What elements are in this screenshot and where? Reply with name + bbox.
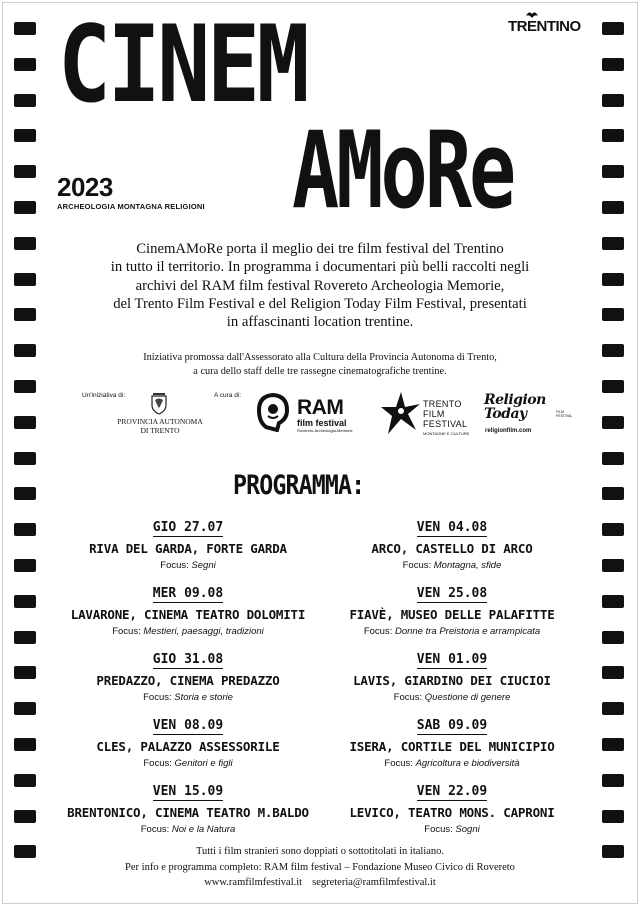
event-date: VEN 25.08 — [416, 586, 488, 601]
footer-line-1: Tutti i film stranieri sono doppiati o sottotitolati in italiano. — [195, 846, 445, 857]
footer — [60, 844, 580, 891]
focus-label: Focus: — [384, 758, 413, 769]
ram-logo-tag: Rovereto-Archeologia-Memorie — [297, 428, 353, 433]
email-link[interactable]: segreteria@ramfilmfestival.it — [312, 877, 436, 888]
film-perforation — [602, 487, 624, 500]
event-item — [318, 714, 586, 769]
focus-topic: Montagna, sfide — [433, 560, 502, 571]
focus-label: Focus: — [363, 626, 393, 637]
film-perforation — [602, 559, 624, 572]
film-perforations-left — [14, 22, 38, 881]
rt-line: Today — [484, 406, 527, 422]
film-perforation — [14, 22, 36, 35]
event-location: LAVIS, GIARDINO DEI CIUCIOI — [353, 673, 551, 688]
website-link[interactable]: www.ramfilmfestival.it — [204, 877, 303, 888]
film-perforation — [14, 810, 36, 823]
film-perforation — [14, 94, 36, 107]
initiative-label: Un'iniziativa di: — [82, 392, 126, 399]
event-focus — [318, 692, 586, 703]
film-perforation — [14, 273, 36, 286]
film-perforation — [14, 452, 36, 465]
focus-topic: Questione di genere — [424, 692, 511, 703]
film-perforation — [602, 810, 624, 823]
film-perforation — [602, 416, 624, 429]
film-perforation — [14, 595, 36, 608]
film-perforation — [602, 201, 624, 214]
event-date: VEN 04.08 — [416, 520, 488, 535]
film-perforation — [602, 237, 624, 250]
intro-line: in affascinanti location trentine. — [226, 314, 414, 331]
tff-line: FESTIVAL — [423, 419, 468, 429]
intro-line: in tutto il territorio. In programma i documentari più belli raccolti negli — [110, 259, 530, 276]
title-line-2: AMoRe — [292, 109, 514, 232]
curated-label: A cura di: — [214, 392, 242, 399]
event-item — [54, 780, 322, 835]
event-item — [318, 780, 586, 835]
film-perforation — [602, 94, 624, 107]
film-perforation — [602, 452, 624, 465]
province-line: DI TRENTO — [140, 425, 180, 435]
event-focus — [318, 560, 586, 571]
event-item — [318, 516, 586, 571]
event-location: BRENTONICO, CINEMA TEATRO M.BALDO — [67, 805, 309, 820]
film-perforation — [14, 666, 36, 679]
event-date: VEN 01.09 — [416, 652, 488, 667]
film-perforation — [14, 487, 36, 500]
film-perforation — [602, 631, 624, 644]
event-item — [318, 582, 586, 637]
event-date: VEN 08.09 — [152, 718, 224, 733]
film-perforation — [14, 523, 36, 536]
film-perforation — [14, 129, 36, 142]
film-perforation — [14, 774, 36, 787]
film-perforation — [14, 201, 36, 214]
event-date: GIO 27.07 — [152, 520, 224, 535]
event-focus — [54, 560, 322, 571]
intro-line: CinemAMoRe porta il meglio dei tre film festival del Trentino — [136, 241, 504, 257]
title-line-1: CINEM — [58, 3, 307, 126]
event-location: FIAVÈ, MUSEO DELLE PALAFITTE — [349, 607, 555, 622]
film-perforation — [602, 58, 624, 71]
religion-today-logo — [484, 393, 546, 421]
rt-small-line: FILM — [556, 410, 564, 414]
focus-label: Focus: — [140, 824, 170, 835]
intro-line: archivi del RAM film festival Rovereto Archeologia Memorie, — [135, 277, 505, 294]
film-perforation — [602, 273, 624, 286]
focus-topic: Donne tra Preistoria e arrampicata — [394, 626, 541, 637]
film-perforation — [602, 702, 624, 715]
province-line: PROVINCIA AUTONOMA — [117, 417, 203, 426]
event-location: CLES, PALAZZO ASSESSORILE — [96, 739, 280, 754]
event-focus — [318, 758, 586, 769]
rt-logo-url: religionfilm.com — [485, 428, 532, 434]
event-item — [54, 714, 322, 769]
focus-topic: Agricoltura e biodiversità — [415, 758, 520, 769]
rt-small-line: FESTIVAL — [556, 414, 573, 418]
event-item — [54, 582, 322, 637]
focus-topic: Genitori e figli — [174, 758, 233, 769]
film-perforations-right — [602, 22, 626, 881]
trentino-eagle-icon — [525, 10, 539, 19]
rt-logo-small — [556, 410, 572, 418]
event-location: ISERA, CORTILE DEL MUNICIPIO — [349, 739, 555, 754]
film-perforation — [14, 237, 36, 250]
event-date: SAB 09.09 — [416, 718, 488, 733]
film-perforation — [14, 738, 36, 751]
ram-logo-sub: film festival — [297, 418, 347, 428]
promo-line: a cura dello staff delle tre rassegne cinematografiche trentine. — [193, 365, 447, 377]
event-date: GIO 31.08 — [152, 652, 224, 667]
film-perforation — [602, 666, 624, 679]
focus-topic: Mestieri, paesaggi, tradizioni — [143, 626, 264, 637]
tff-logo-tag: MONTAGNE E CULTURE — [423, 431, 470, 436]
event-location: LEVICO, TEATRO MONS. CAPRONI — [349, 805, 555, 820]
tff-line: TRENTO — [423, 399, 462, 409]
film-perforation — [14, 308, 36, 321]
tagline: ARCHEOLOGIA MONTAGNA RELIGIONI — [57, 202, 205, 211]
ram-logo-name: RAM — [297, 396, 344, 419]
film-perforation — [14, 631, 36, 644]
focus-label: Focus: — [402, 560, 432, 571]
film-perforation — [602, 595, 624, 608]
event-focus — [54, 758, 322, 769]
footer-line-2: Per info e programma completo: RAM film festival – Fondazione Museo Civico di Rovereto — [125, 861, 515, 873]
year: 2023 — [57, 172, 113, 202]
focus-label: Focus: — [143, 758, 172, 769]
event-item — [54, 516, 322, 571]
film-perforation — [14, 165, 36, 178]
event-item — [318, 648, 586, 703]
event-date: VEN 15.09 — [152, 784, 224, 799]
programma-heading: PROGRAMMA: — [233, 470, 365, 501]
rt-line: Religion — [484, 392, 546, 408]
intro-line: del Trento Film Festival e del Religion Today Film Festival, presentati — [113, 295, 527, 312]
focus-topic: Noi e la Natura — [171, 824, 236, 835]
event-focus — [318, 824, 586, 835]
film-perforation — [14, 845, 36, 858]
film-perforation — [602, 129, 624, 142]
event-location: LAVARONE, CINEMA TEATRO DOLOMITI — [70, 607, 306, 622]
film-perforation — [602, 774, 624, 787]
event-focus — [318, 626, 586, 637]
tff-line: FILM — [423, 409, 445, 419]
focus-label: Focus: — [112, 626, 141, 637]
film-perforation — [602, 845, 624, 858]
film-perforation — [602, 523, 624, 536]
trento-film-festival-star-icon — [380, 390, 422, 436]
focus-label: Focus: — [424, 824, 453, 835]
event-focus — [54, 824, 322, 835]
event-location: PREDAZZO, CINEMA PREDAZZO — [96, 673, 280, 688]
film-perforation — [602, 738, 624, 751]
trentino-logo — [508, 18, 581, 35]
tff-logo-name — [423, 399, 467, 429]
film-perforation — [602, 344, 624, 357]
film-perforation — [14, 344, 36, 357]
focus-label: Focus: — [160, 560, 189, 571]
event-item — [54, 648, 322, 703]
event-focus — [54, 692, 322, 703]
film-perforation — [602, 380, 624, 393]
film-perforation — [14, 58, 36, 71]
promo-line: Iniziativa promossa dall'Assessorato alla Cultura della Provincia Autonoma di Trento, — [143, 352, 497, 363]
film-perforation — [602, 22, 624, 35]
event-focus — [54, 626, 322, 637]
film-perforation — [14, 416, 36, 429]
film-perforation — [14, 559, 36, 572]
focus-topic: Storia e storie — [174, 692, 233, 703]
film-perforation — [602, 308, 624, 321]
trentino-wordmark: TRENTINO — [508, 18, 581, 35]
province-crest-icon — [149, 391, 169, 415]
intro-text — [60, 240, 580, 331]
focus-label: Focus: — [143, 692, 172, 703]
event-location: RIVA DEL GARDA, FORTE GARDA — [89, 541, 287, 556]
film-perforation — [14, 702, 36, 715]
footer-contacts — [60, 875, 580, 891]
province-name — [108, 418, 212, 435]
focus-topic: Segni — [191, 560, 216, 571]
film-perforation — [602, 165, 624, 178]
focus-label: Focus: — [393, 692, 423, 703]
ram-head-icon — [256, 392, 290, 432]
event-date: VEN 22.09 — [416, 784, 488, 799]
event-location: ARCO, CASTELLO DI ARCO — [371, 541, 533, 556]
promo-text — [60, 351, 580, 378]
film-perforation — [14, 380, 36, 393]
event-date: MER 09.08 — [152, 586, 224, 601]
focus-topic: Sogni — [455, 824, 480, 835]
